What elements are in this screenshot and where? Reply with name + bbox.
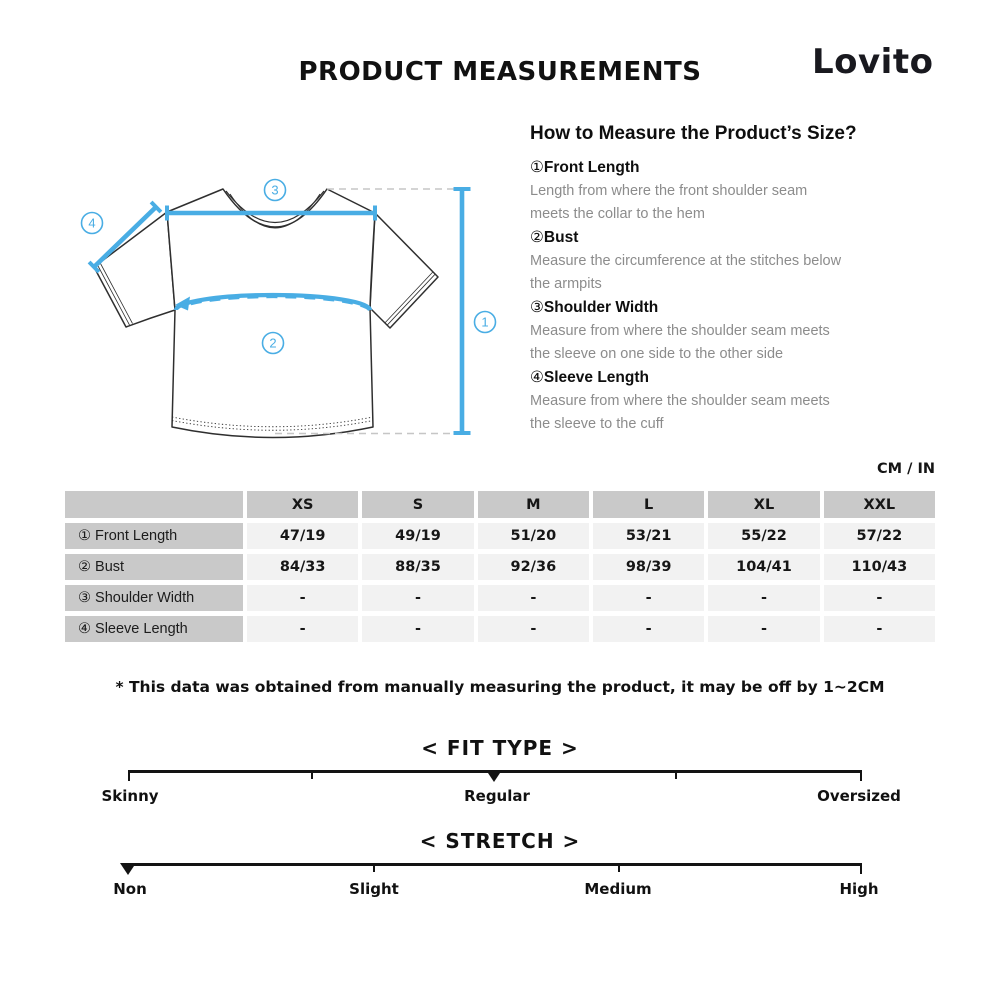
stretch-label-non: Non: [113, 880, 147, 898]
how-to-measure-section: [530, 122, 940, 436]
table-value: 84/33: [247, 554, 358, 580]
stretch-label-medium: Medium: [584, 880, 652, 898]
page-title: PRODUCT MEASUREMENTS: [298, 57, 702, 87]
table-value: -: [247, 585, 358, 611]
fit-type-title: < FIT TYPE >: [421, 736, 579, 760]
how-to-measure-heading: How to Measure the Product’s Size?: [530, 123, 857, 144]
table-value: -: [478, 585, 589, 611]
table-value: -: [593, 616, 704, 642]
size-column-header: XS: [247, 491, 358, 518]
measurement-disclaimer: * This data was obtained from manually measuring the product, it may be off by 1~2CM: [115, 678, 885, 696]
table-value: 55/22: [708, 523, 819, 549]
table-value: -: [362, 585, 473, 611]
measure-item-front-length: [530, 156, 940, 226]
table-value: -: [593, 585, 704, 611]
fit-type-scale: [128, 770, 862, 784]
fit-type-label-skinny: Skinny: [101, 787, 159, 805]
measure-item-desc-line: the sleeve to the cuff: [530, 416, 664, 432]
marker-3-number: 3: [271, 182, 279, 198]
fit-type-label-regular: Regular: [464, 787, 530, 805]
tshirt-right-sleeve: [370, 213, 438, 328]
stretch-scale: [128, 863, 862, 877]
circled-4-glyph: ④: [530, 369, 544, 386]
scale-tick: [373, 863, 375, 872]
marker-1-number: 1: [481, 314, 489, 330]
table-value: 104/41: [708, 554, 819, 580]
measure-item-desc-line: Measure the circumference at the stitches below: [530, 253, 842, 269]
size-column-header: L: [593, 491, 704, 518]
row-label-shoulder-width: ③ Shoulder Width: [65, 585, 243, 611]
marker-4-number: 4: [88, 215, 96, 231]
table-value: -: [247, 616, 358, 642]
circled-3-glyph: ③: [530, 299, 544, 316]
scale-end-tick: [860, 770, 862, 781]
table-value: 49/19: [362, 523, 473, 549]
table-value: 47/19: [247, 523, 358, 549]
units-label: CM / IN: [877, 461, 935, 477]
measure-item-title: ①Front Length: [530, 159, 640, 176]
table-value: 92/36: [478, 554, 589, 580]
measure-item-desc-line: the sleeve on one side to the other side: [530, 346, 784, 362]
table-corner-cell: [65, 491, 243, 518]
table-value: -: [362, 616, 473, 642]
stretch-scale-line: [128, 863, 862, 866]
measure-item-desc-line: Measure from where the shoulder seam meets: [530, 323, 830, 339]
table-value: -: [708, 585, 819, 611]
row-label-front-length: ① Front Length: [65, 523, 243, 549]
stretch-marker-non: [120, 863, 136, 875]
table-value: 53/21: [593, 523, 704, 549]
marker-front-length: [475, 312, 496, 333]
table-value: 98/39: [593, 554, 704, 580]
marker-shoulder-width: [265, 180, 286, 201]
table-value: -: [478, 616, 589, 642]
measure-item-title: ④Sleeve Length: [530, 369, 649, 386]
table-value: 110/43: [824, 554, 935, 580]
measure-item-bust: [530, 226, 940, 296]
measure-item-desc-line: Measure from where the shoulder seam meets: [530, 393, 830, 409]
table-value: 88/35: [362, 554, 473, 580]
marker-sleeve-length: [82, 213, 103, 234]
tshirt-body: [167, 189, 375, 438]
measure-item-title: ②Bust: [530, 229, 579, 246]
stretch-label-high: High: [839, 880, 879, 898]
measure-item-shoulder-width: [530, 296, 940, 366]
measure-item-sleeve-length: [530, 366, 940, 436]
size-column-header: M: [478, 491, 589, 518]
row-label-bust: ② Bust: [65, 554, 243, 580]
size-table: [65, 491, 935, 642]
fit-type-label-oversized: Oversized: [817, 787, 901, 805]
row-label-sleeve-length: ④ Sleeve Length: [65, 616, 243, 642]
size-column-header: S: [362, 491, 473, 518]
measure-item-desc-line: the armpits: [530, 276, 602, 292]
scale-tick: [675, 770, 677, 779]
table-value: 57/22: [824, 523, 935, 549]
stretch-title: < STRETCH >: [419, 829, 581, 853]
brand-logo: Lovito: [812, 42, 934, 82]
size-column-header: XL: [708, 491, 819, 518]
marker-2-number: 2: [269, 335, 277, 351]
table-value: -: [824, 616, 935, 642]
scale-tick: [311, 770, 313, 779]
measure-item-desc-line: meets the collar to the hem: [530, 206, 705, 222]
marker-bust: [263, 333, 284, 354]
table-value: -: [708, 616, 819, 642]
circled-2-glyph: ②: [530, 229, 544, 246]
table-value: -: [824, 585, 935, 611]
scale-end-tick: [128, 770, 130, 781]
measure-item-desc-line: Length from where the front shoulder seam: [530, 183, 808, 199]
measure-item-title: ③Shoulder Width: [530, 299, 659, 316]
table-value: 51/20: [478, 523, 589, 549]
size-column-header: XXL: [824, 491, 935, 518]
circled-1-glyph: ①: [530, 159, 544, 176]
scale-end-tick: [860, 863, 862, 874]
fit-type-marker-regular: [486, 770, 502, 782]
stretch-label-slight: Slight: [349, 880, 399, 898]
scale-tick: [618, 863, 620, 872]
tshirt-measurement-diagram: [60, 150, 520, 470]
